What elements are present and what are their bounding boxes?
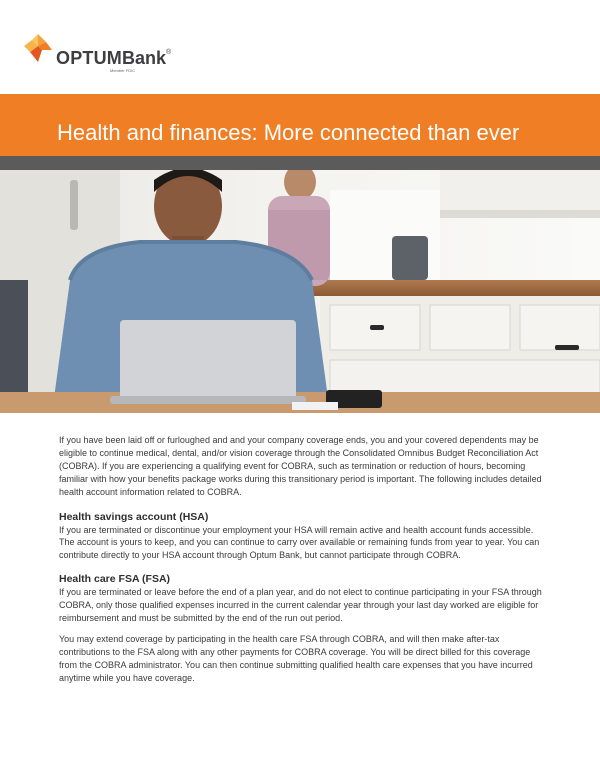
optum-bank-logo[interactable]	[24, 34, 224, 74]
brand-product: Bank	[122, 48, 167, 68]
article-body	[59, 434, 549, 685]
fsa-heading: Health care FSA (FSA)	[59, 573, 171, 586]
optum-flame-logo-icon	[24, 34, 52, 64]
hsa-heading: Health savings account (HSA)	[59, 510, 209, 523]
intro-paragraph: If you have been laid off or furloughed and and your company coverage ends, you and your covered dependents may be eligible to continue medical, dental, and/or vision coverage through the Consolidated Omnibus Budget Reconciliation Act (COBRA). If you are experiencing a qualifying event for COBRA, such as termination or reduction of hours, becoming familiar with how your benefits package works during this transitionary period is important. The following includes detailed health account information related to COBRA.	[59, 435, 542, 497]
brand-name: OPTUM	[56, 48, 122, 68]
hero-photo	[0, 170, 600, 413]
title-banner	[0, 94, 600, 156]
registered-mark: ®	[166, 49, 172, 56]
man-at-laptop-illustration	[0, 170, 600, 413]
fsa-paragraph-1: If you are terminated or leave before the end of a plan year, and do not elect to continue participating in your FSA through COBRA, only those qualified expenses incurred in the current calendar year through your last day worked are eligible for reimbursement and must be submitted by the end of the run out period.	[59, 587, 542, 624]
fsa-paragraph-2: You may extend coverage by participating in the health care FSA through COBRA, and will then make after-tax contributions to the FSA along with any other payments for COBRA coverage. You will be direct billed for this coverage from the COBRA administrator. You can then continue submitting qualified health care expenses that you have incurred anytime while you have coverage.	[59, 633, 533, 683]
page-title: Health and finances: More connected than ever	[57, 120, 520, 145]
page-header	[0, 0, 600, 94]
hsa-paragraph: If you are terminated or discontinue your employment your HSA will remain active and health account funds accessible. The account is yours to keep, and you can continue to carry over available or remaining funds from year to year. You can contribute directly to your HSA account through Optum Bank, but cannot participate through COBRA.	[59, 524, 540, 561]
member-fdic-note: Member FDIC	[110, 68, 136, 73]
divider-bar	[0, 156, 600, 170]
